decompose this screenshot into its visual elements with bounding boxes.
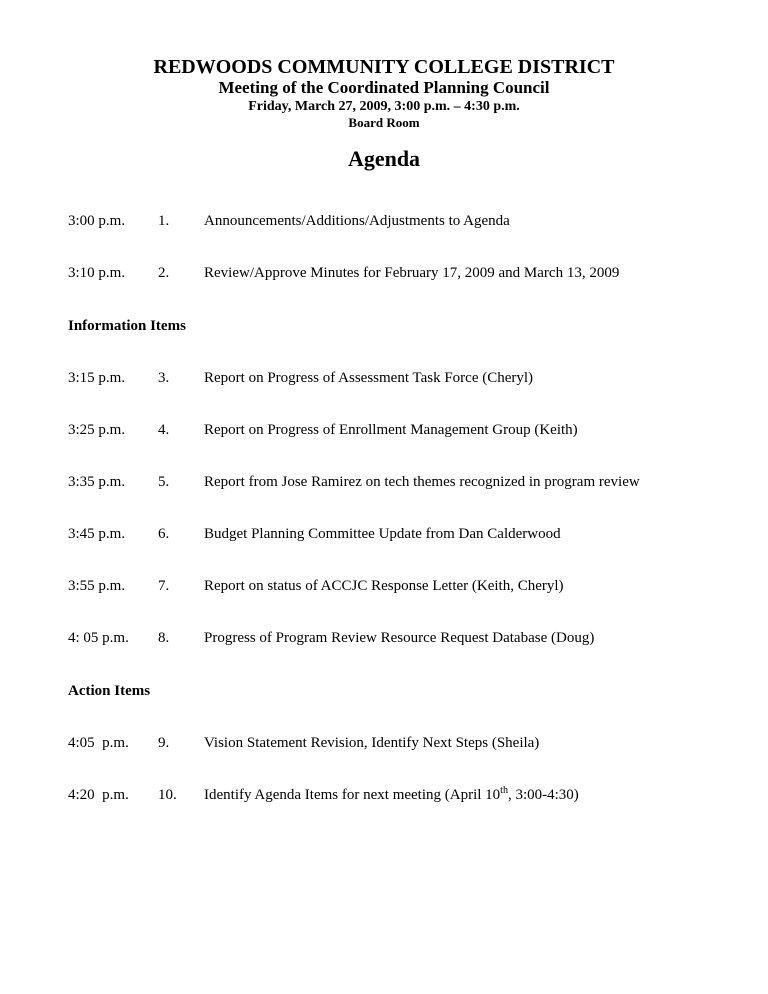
item-number: 7. [158,578,170,594]
item-number: 1. [158,213,170,229]
item-number: 6. [158,526,170,542]
item-text: Progress of Program Review Resource Request Database (Doug) [204,630,595,646]
item-time: 3:00 p.m. [68,213,126,229]
item-text: Report on status of ACCJC Response Letter (Keith, Cheryl) [204,578,564,594]
item-time: 3:25 p.m. [68,422,126,438]
item-number: 3. [158,370,170,386]
item-time: 4:20 p.m. [68,787,129,803]
ordinal-suffix: th [500,785,508,796]
item-time: 3:10 p.m. [68,265,126,281]
item-text-tail: , 3:00-4:30) [507,787,579,803]
item-text: Announcements/Additions/Adjustments to Agenda [204,213,510,229]
meeting-title: Meeting of the Coordinated Planning Council [218,78,550,97]
document-header [0,56,768,131]
item-number: 10. [158,787,177,803]
section-information-items: Information Items [68,318,186,334]
section-action-items: Action Items [68,683,151,699]
item-time: 4: 05 p.m. [68,630,129,646]
item-time: 3:35 p.m. [68,474,126,490]
item-text-main: Identify Agenda Items for next meeting (April 10 [204,787,501,803]
item-number: 8. [158,630,170,646]
item-number: 4. [158,422,170,438]
agenda-title: Agenda [347,146,421,171]
item-time: 3:45 p.m. [68,526,126,542]
item-text: Report on Progress of Assessment Task Force (Cheryl) [204,370,534,386]
item-time: 3:15 p.m. [68,370,126,386]
org-name: REDWOODS COMMUNITY COLLEGE DISTRICT [153,56,615,78]
item-text: Report on Progress of Enrollment Management Group (Keith) [204,422,578,438]
item-number: 9. [158,735,170,751]
item-text [204,786,579,804]
meeting-room: Board Room [348,115,420,130]
meeting-datetime: Friday, March 27, 2009, 3:00 p.m. – 4:30 p.m. [248,99,520,114]
item-text: Vision Statement Revision, Identify Next Steps (Sheila) [204,735,540,751]
item-number: 5. [158,474,170,490]
item-text: Report from Jose Ramirez on tech themes recognized in program review [204,474,640,490]
item-number: 2. [158,265,170,281]
item-time: 3:55 p.m. [68,578,126,594]
item-text: Review/Approve Minutes for February 17, 2009 and March 13, 2009 [204,265,620,281]
item-text: Budget Planning Committee Update from Dan Calderwood [204,526,561,542]
item-time: 4:05 p.m. [68,735,129,751]
